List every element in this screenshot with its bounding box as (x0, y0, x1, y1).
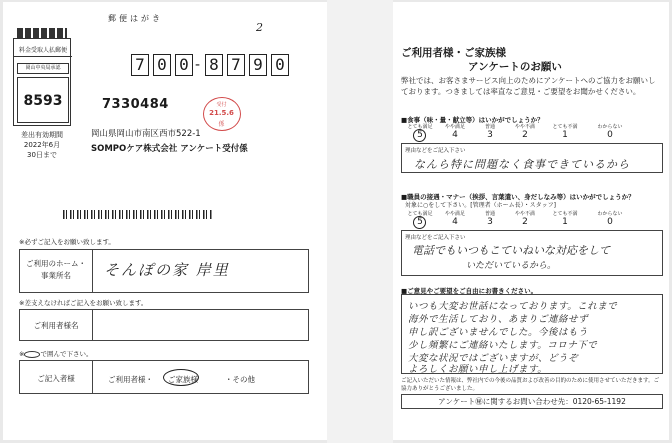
permit-number: 8593 (17, 77, 69, 123)
scale-label: 普通 (484, 211, 495, 217)
selection-circle-mark (163, 369, 199, 386)
question-2-reason-box (401, 230, 663, 276)
question-2-answer-line: 電話でもいつもこていねいな対応をして (412, 244, 610, 257)
scale-value: 1 (562, 130, 568, 140)
writer-field-box (19, 360, 309, 394)
customer-barcode (63, 210, 213, 219)
postal-code-dash: - (195, 57, 201, 73)
question-1-answer: なんら特に問題なく食事できているから (414, 158, 630, 171)
comment-line: 海外で生活しており、あまりご連絡せず (408, 314, 589, 325)
comment-line: 申し訳ございませんでした。今後はもう (408, 327, 589, 338)
scale-label: わからない (597, 211, 623, 217)
postcard-front (3, 2, 327, 440)
scale-label: とても不満 (552, 211, 578, 217)
field-divider (92, 361, 93, 393)
writer-label: ご記入者様 (37, 374, 75, 383)
scale-value: 3 (487, 130, 493, 140)
scale-label: とても満足 (407, 124, 433, 130)
postage-permit-box (13, 38, 71, 126)
question-1-reason-box (401, 143, 663, 173)
stamp-bottom-text: 係 (218, 121, 225, 128)
reference-number: 7330484 (102, 97, 169, 112)
scale-value: 5 (417, 130, 423, 140)
field-divider (92, 310, 93, 340)
expiry-line: 2022年6月 (23, 141, 61, 149)
user-name-field-box (19, 309, 309, 341)
field-divider (92, 250, 93, 292)
postal-code-digit: 7 (131, 54, 149, 76)
comment-line: よろしくお願い申し上げます。 (408, 364, 548, 375)
facility-label-line: 事業所名 (41, 271, 71, 280)
question-3-title: ■ご意見やご要望をご自由にお書きください。 (401, 287, 538, 295)
stamp-top-text: 受付 (216, 102, 227, 108)
page-number: 2 (256, 21, 263, 34)
reason-label: 理由などをご記入下さい (405, 235, 466, 241)
comment-line: 大変な状況ではございますが、どうぞ (408, 353, 579, 364)
recipient-address: 岡山県岡山市南区西市522-1 (91, 129, 201, 139)
user-name-label: ご利用者様名 (33, 321, 79, 330)
required-note: ※必ずご記入をお願い致します。 (19, 238, 115, 246)
optional-note: ※差支えなければご記入をお願い致します。 (19, 299, 148, 307)
reason-label: 理由などをご記入下さい (405, 148, 466, 154)
permit-expiry (7, 130, 77, 160)
scale-value: 3 (487, 217, 493, 227)
scale-value: 4 (452, 130, 458, 140)
postcard-label: 郵便はがき (108, 14, 163, 23)
postal-code-digit: 0 (153, 54, 171, 76)
recipient-name: SOMPOケア株式会社 アンケート受付係 (91, 144, 248, 154)
note3-prefix: ※ (19, 350, 25, 358)
facility-field-box (19, 249, 309, 293)
postal-code-digit: 0 (271, 54, 289, 76)
question-1-title: ■食事（味・量・献立等）はいかがでしょうか？ (401, 116, 544, 124)
scale-value: 5 (417, 217, 423, 227)
received-stamp (203, 97, 241, 131)
postal-code-digit: 0 (175, 54, 193, 76)
scale-value: 4 (452, 217, 458, 227)
survey-sheet (393, 2, 669, 440)
question-2-title: ■職員の接遇・マナー（挨拶、言葉遣い、身だしなみ等）はいかがでしょうか？ (401, 193, 635, 201)
scale-label: 普通 (484, 124, 495, 130)
permit-title: 料金受取人払郵便 (14, 45, 72, 57)
postal-code-digit: 8 (205, 54, 223, 76)
scale-value: 2 (522, 217, 528, 227)
expiry-line: 差出有効期間 (21, 131, 63, 139)
scale-label: わからない (597, 124, 623, 130)
scale-label: やや不満 (514, 211, 535, 217)
survey-intro: 弊社では、お客さまサービス向上のためにアンケートへのご協力をお願いしております。つきましては率直なご意見・ご要望をお聞かせください。 (401, 76, 656, 96)
relation-option-other: ・その他 (225, 375, 255, 384)
question-2-subtitle: 対象に○をして下さい。[管理者（ホーム長）・スタッフ] (405, 202, 556, 209)
comment-line: 少し頻繁にご連絡いたします。コロナ下で (408, 340, 598, 351)
page-gutter (327, 0, 393, 443)
permit-sub-label: 岡山中央局承認 (17, 63, 69, 74)
facility-label (20, 258, 92, 282)
relation-option-family: ご家族様 (168, 375, 198, 384)
comment-line: いつも大変お世話になっております。これまで (408, 301, 618, 312)
scale-label: やや満足 (444, 124, 465, 130)
scale-value: 2 (522, 130, 528, 140)
facility-name-value: そんぽの家 岸里 (104, 261, 230, 279)
ellipse-icon (24, 351, 40, 358)
postal-code-digit: 7 (227, 54, 245, 76)
note3-suffix: で囲んで下さい。 (40, 350, 93, 358)
permit-bars-decoration (17, 28, 67, 38)
selection-circle-mark (413, 129, 426, 142)
scale-label: やや不満 (514, 124, 535, 130)
selection-circle-mark (413, 216, 426, 229)
survey-title-line2: アンケートのお願い (468, 61, 562, 73)
circle-instruction-note (19, 349, 92, 358)
scale-label: とても不満 (552, 124, 578, 130)
relation-option-user: ご利用者様・ (108, 375, 153, 384)
postal-code-digit: 9 (249, 54, 267, 76)
scale-value: 0 (607, 130, 613, 140)
stamp-date: 21.5.6 (209, 109, 234, 117)
scale-label: やや満足 (444, 211, 465, 217)
contact-info-box: アンケート㊙に関するお問い合わせ先：0120-65-1192 (401, 394, 663, 409)
expiry-line: 30日まで (27, 151, 57, 159)
free-comment-box (401, 294, 663, 374)
facility-label-line: ご利用のホーム・ (26, 259, 86, 268)
question-2-answer-line: いただいているから。 (466, 261, 557, 271)
scale-label: とても満足 (407, 211, 433, 217)
privacy-notice: ご記入いただいた情報は、弊社内での今後の品質および改善の目的のために使用させていただきます。ご協力ありがとうございました。 (401, 378, 660, 392)
survey-title-line1: ご利用者様・ご家族様 (401, 47, 506, 59)
scale-value: 0 (607, 217, 613, 227)
scale-value: 1 (562, 217, 568, 227)
